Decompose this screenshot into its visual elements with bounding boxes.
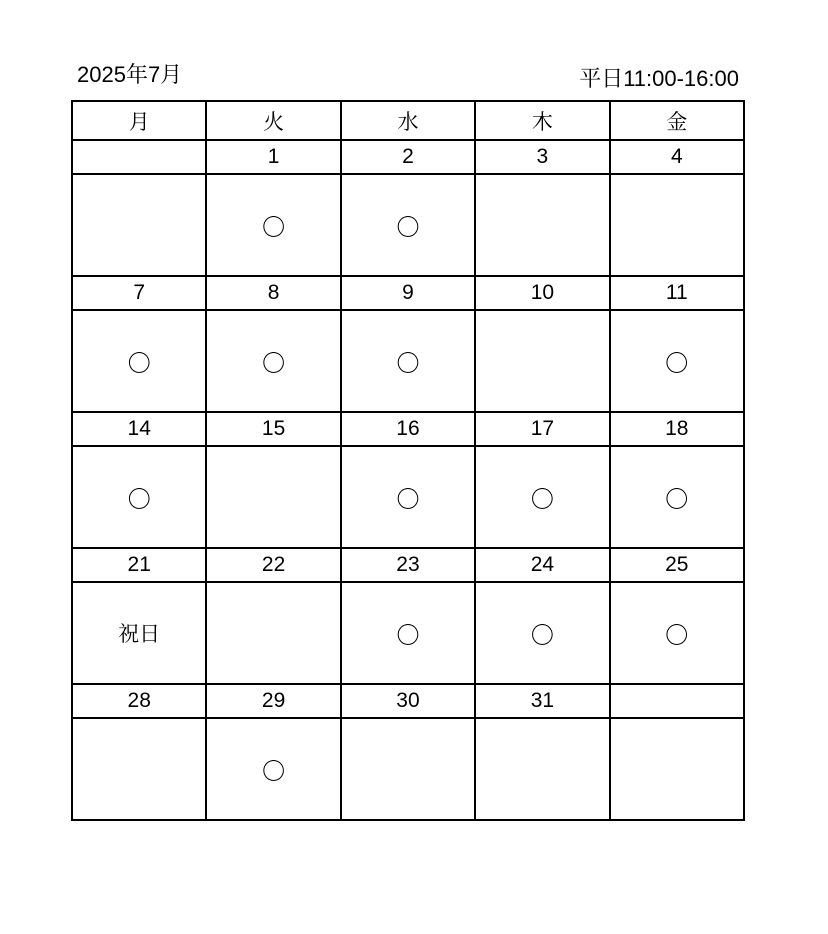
week-3-mark-row xyxy=(72,446,744,548)
availability-cell: 〇 xyxy=(72,310,206,412)
date-cell xyxy=(72,140,206,174)
date-cell: 7 xyxy=(72,276,206,310)
weekday-header-thu: 木 xyxy=(475,101,609,140)
week-1-date-row xyxy=(72,140,744,174)
week-5-date-row xyxy=(72,684,744,718)
availability-cell xyxy=(341,718,475,820)
availability-cell xyxy=(72,174,206,276)
date-cell: 3 xyxy=(475,140,609,174)
date-cell: 11 xyxy=(610,276,744,310)
availability-cell xyxy=(72,718,206,820)
weekday-header-mon: 月 xyxy=(72,101,206,140)
availability-cell xyxy=(475,718,609,820)
date-cell: 10 xyxy=(475,276,609,310)
availability-cell xyxy=(206,446,340,548)
availability-cell: 〇 xyxy=(475,446,609,548)
availability-cell: 〇 xyxy=(341,446,475,548)
availability-cell: 〇 xyxy=(475,582,609,684)
availability-cell: 〇 xyxy=(341,174,475,276)
date-cell: 22 xyxy=(206,548,340,582)
date-cell xyxy=(610,684,744,718)
week-2-date-row xyxy=(72,276,744,310)
date-cell: 31 xyxy=(475,684,609,718)
date-cell: 29 xyxy=(206,684,340,718)
week-5-mark-row xyxy=(72,718,744,820)
date-cell: 4 xyxy=(610,140,744,174)
holiday-cell: 祝日 xyxy=(72,582,206,684)
date-cell: 18 xyxy=(610,412,744,446)
date-cell: 16 xyxy=(341,412,475,446)
date-cell: 17 xyxy=(475,412,609,446)
availability-cell xyxy=(475,174,609,276)
week-1-mark-row xyxy=(72,174,744,276)
availability-cell: 〇 xyxy=(341,310,475,412)
business-hours: 平日11:00-16:00 xyxy=(579,66,739,91)
date-cell: 2 xyxy=(341,140,475,174)
date-cell: 14 xyxy=(72,412,206,446)
availability-cell: 〇 xyxy=(610,446,744,548)
date-cell: 9 xyxy=(341,276,475,310)
page-title: 2025年7月 xyxy=(77,62,183,87)
availability-cell: 〇 xyxy=(610,310,744,412)
weekday-header-tue: 火 xyxy=(206,101,340,140)
availability-cell: 〇 xyxy=(610,582,744,684)
date-cell: 25 xyxy=(610,548,744,582)
availability-cell: 〇 xyxy=(206,174,340,276)
weekday-header-row xyxy=(72,101,744,140)
date-cell: 8 xyxy=(206,276,340,310)
date-cell: 24 xyxy=(475,548,609,582)
date-cell: 23 xyxy=(341,548,475,582)
availability-cell xyxy=(206,582,340,684)
date-cell: 15 xyxy=(206,412,340,446)
availability-cell xyxy=(610,174,744,276)
date-cell: 28 xyxy=(72,684,206,718)
availability-cell: 〇 xyxy=(341,582,475,684)
availability-cell: 〇 xyxy=(72,446,206,548)
date-cell: 21 xyxy=(72,548,206,582)
date-cell: 30 xyxy=(341,684,475,718)
week-2-mark-row xyxy=(72,310,744,412)
calendar-table xyxy=(71,100,745,821)
availability-cell xyxy=(610,718,744,820)
availability-cell: 〇 xyxy=(206,718,340,820)
weekday-header-fri: 金 xyxy=(610,101,744,140)
week-4-mark-row xyxy=(72,582,744,684)
week-3-date-row xyxy=(72,412,744,446)
date-cell: 1 xyxy=(206,140,340,174)
week-4-date-row xyxy=(72,548,744,582)
availability-cell: 〇 xyxy=(206,310,340,412)
availability-cell xyxy=(475,310,609,412)
weekday-header-wed: 水 xyxy=(341,101,475,140)
